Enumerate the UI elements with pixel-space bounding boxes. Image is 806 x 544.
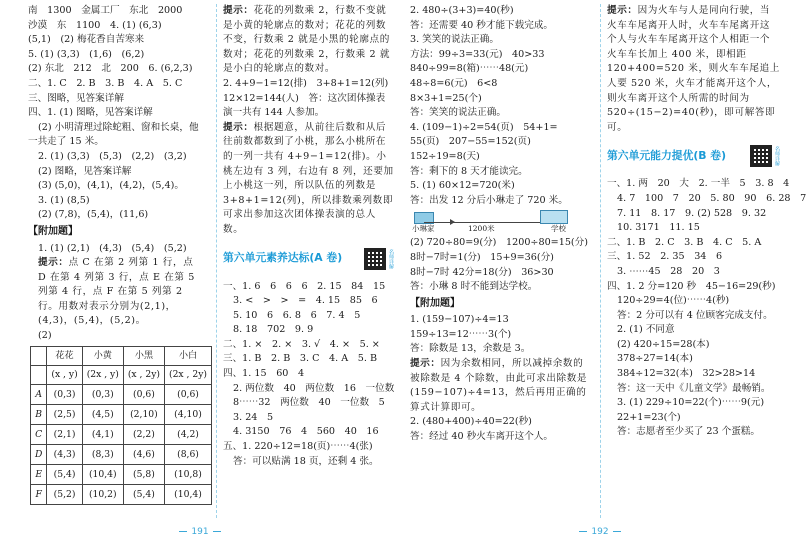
- table-row: [31, 484, 212, 504]
- answer-line: 三、1. 52 2. 35 34 6: [607, 251, 723, 263]
- table-cell: (2,1): [47, 424, 82, 444]
- hint-text: 点 C 在第 2 列第 1 行，点 D 在第 4 列第 3 行，点 E 在第 5 列第 4 行，点 F 在第 5 列第 2 行。用数对表示分别为(2,1)，(4,3)，(5,4)，(5,2)。: [38, 257, 195, 327]
- table-cell: (0,3): [47, 384, 82, 404]
- table-subheader: (2x , y): [82, 365, 123, 384]
- answer-line: 答：这一天中《儿童文学》最畅销。: [617, 382, 771, 394]
- table-cell: (0,6): [123, 384, 164, 404]
- answer-line: 四、1. (1) 图略，见答案详解: [28, 107, 153, 119]
- table-row-label: A: [31, 384, 47, 404]
- answer-line: 5. (1) 60×12=720(米): [410, 180, 515, 192]
- answer-line: 55(页) 207−55=152(页): [410, 136, 531, 148]
- table-cell: (4,2): [165, 424, 212, 444]
- answer-line: 2. 4+9−1=12(排) 3+8+1=12(列): [223, 77, 389, 89]
- answer-line: 五、1. 220÷12=18(页)⋯⋯4(张): [223, 441, 373, 453]
- table-row: [31, 384, 212, 404]
- table-cell: (5,4): [123, 484, 164, 504]
- answer-line: 答：小琳 8 时不能到达学校。: [410, 281, 538, 293]
- hint-label: 提示：: [38, 257, 69, 269]
- hint-label: 提示：: [223, 121, 254, 133]
- answer-line: 2. (1) 不同意: [617, 324, 675, 336]
- table-cell: (10,2): [82, 484, 123, 504]
- answer-line: 3. 笑笑的说法正确。: [410, 34, 499, 46]
- table-header-row: [31, 346, 212, 365]
- answer-line: (2): [38, 330, 52, 342]
- table-row-label: E: [31, 464, 47, 484]
- hint-text: 根据题意，从前往后数和从后往前数都数到了小桃，那么小桃所在的一列一共有 4+9−1=12(排)。小桃左边有 3 列，右边有 8 列，还要加上小桃这一列，所以队伍的列数是 3+8+1=12(列)，所以排数乘列数即可求出参加这次团体操表演的总人数。: [223, 121, 394, 235]
- route-diagram: [410, 210, 588, 232]
- hint-paragraph: [607, 4, 780, 135]
- answer-line: 答：出发 12 分后小琳走了 720 米。: [410, 194, 568, 206]
- answer-line: 3. ⋯⋯45 28 20 3: [617, 265, 720, 277]
- answer-line: (2) 720÷80=9(分) 1200÷80=15(分): [410, 237, 588, 249]
- answer-line: 7. 11 8. 17 9. (2) 528 9. 32: [617, 207, 767, 219]
- answer-line: 12×12=144(人) 答：这次团体操表: [223, 92, 386, 104]
- answer-line: 一、1. 6 6 6 6 2. 15 84 15: [223, 280, 386, 292]
- table-row-label: C: [31, 424, 47, 444]
- page-number: 192: [400, 525, 800, 540]
- answer-line: 南 1300 金属工厂 东北 2000: [28, 5, 183, 16]
- answer-line: 二、1. × 2. × 3. √ 4. × 5. ×: [223, 338, 380, 350]
- answer-line: (3) (5,0)，(4,1)，(4,2)，(5,4)。: [38, 180, 184, 192]
- right-page: [400, 0, 806, 544]
- school-icon: [540, 210, 568, 224]
- answer-line: 5. 10 6 6. 8 6 7. 4 5: [233, 309, 361, 321]
- extra-section-title: 【附加题】: [28, 225, 78, 237]
- answer-line: 8×3+1=25(个): [410, 92, 482, 104]
- answer-line: 3. (1) (8,5): [38, 194, 90, 206]
- table-subheader: (x , 2y): [123, 365, 164, 384]
- unit-title-block: [223, 244, 394, 274]
- left-column-2: [216, 4, 400, 518]
- hint-text: 因为余数相同，所以减掉余数的被除数是 4 个除数，由此可求出除数是 (159−107)÷4=13，然后再用正确的算式计算即可。: [410, 358, 588, 413]
- hint-paragraph: [223, 4, 394, 77]
- answer-line: 2. 两位数 40 两位数 16 一位数: [233, 382, 395, 394]
- answer-line: (2) 图略，见答案详解: [38, 165, 132, 177]
- answer-line: 答：2 分可以有 4 位顾客完成支付。: [617, 309, 773, 321]
- table-header: 小黄: [82, 346, 123, 365]
- table-cell: (2,10): [123, 404, 164, 424]
- diagram-label-home: 小琳家: [412, 224, 435, 234]
- table-row: [31, 424, 212, 444]
- table-cell: (10,4): [82, 464, 123, 484]
- answer-line: 1. (1) (2,1) (4,3) (5,4) (5,2): [38, 242, 187, 254]
- answer-line: 方法：99÷3=33(元) 40>33: [410, 48, 545, 60]
- table-cell: (4,10): [165, 404, 212, 424]
- answer-line: 二、1. C 2. B 3. B 4. A 5. C: [28, 77, 183, 89]
- answer-line: 2. (480+400)÷40=22(秒): [410, 416, 532, 428]
- table-cell: (4,6): [123, 444, 164, 464]
- table-cell: (10,8): [165, 464, 212, 484]
- answer-line: 四、1. 15 60 4: [223, 368, 305, 380]
- right-column-2: [600, 4, 806, 518]
- answer-line: 3. (1) 229÷10=22(个)⋯⋯9(元): [617, 397, 765, 409]
- table-cell: (5,4): [47, 464, 82, 484]
- answer-line: 120÷29=4(位)⋯⋯4(秒): [617, 295, 730, 307]
- table-cell: (2,5): [47, 404, 82, 424]
- hint-paragraph: [410, 357, 588, 415]
- answer-line: 答：志愿者至少买了 23 个蛋糕。: [617, 426, 761, 438]
- table-cell: (0,3): [82, 384, 123, 404]
- right-column-1: [404, 4, 594, 518]
- unit-title: 第六单元能力提优(B 卷): [607, 149, 727, 163]
- table-row: [31, 464, 212, 484]
- answer-line: 10. 3171 11. 15: [617, 222, 700, 234]
- answer-line: 答：经过 40 秒火车离开这个人。: [410, 431, 554, 443]
- diagram-label-distance: 1200米: [468, 224, 495, 234]
- answer-line: 演一共有 144 人参加。: [223, 107, 325, 119]
- answer-line: (5,1) (2) 梅花香自苦寒来: [28, 34, 145, 46]
- page-number: 191: [0, 525, 400, 540]
- hint-paragraph: [28, 256, 204, 329]
- table-row: [31, 444, 212, 464]
- table-header: 花花: [47, 346, 82, 365]
- qr-code-block[interactable]: [364, 248, 394, 270]
- answer-line: 384÷12=32(本) 32>28>14: [617, 368, 756, 380]
- table-cell: (5,8): [123, 464, 164, 484]
- answer-line: 48÷8=6(元) 6<8: [410, 77, 498, 89]
- qr-code-icon[interactable]: [364, 248, 386, 270]
- table-row-label: F: [31, 484, 47, 504]
- table-cell: (8,6): [165, 444, 212, 464]
- answer-line: 8时−7时=1(分) 15+9=36(分): [410, 251, 554, 263]
- answer-line: 三、图略，见答案详解: [28, 92, 124, 104]
- qr-label: 名师详解: [388, 248, 394, 269]
- answer-line: 答：还需要 40 秒才能下载完成。: [410, 19, 554, 31]
- hint-paragraph: [223, 121, 394, 238]
- answer-line: (2) 东北 212 北 200 6. (6,2,3): [28, 63, 193, 75]
- answer-line: 840÷99=8(箱)⋯⋯48(元): [410, 63, 529, 75]
- answer-line: 3. 24 5: [233, 411, 274, 423]
- extra-section-title: 【附加题】: [410, 297, 460, 309]
- answer-line: 1. (159−107)÷4=13: [410, 314, 509, 326]
- table-cell: (4,3): [47, 444, 82, 464]
- answer-line: 8⋯⋯32 两位数 40 一位数 5: [233, 397, 385, 409]
- answer-line: 答：可以贴满 18 页，还剩 4 张。: [233, 455, 379, 467]
- answer-line: 2. 480÷(3+3)=40(秒): [410, 5, 514, 16]
- answer-line: 一共走了 15 米。: [28, 136, 104, 148]
- hint-text: 因为火车与人是同向行驶，当火车车尾离开人时，火车车尾离开这个人与火车车尾离开这个人相距一个火车车长加上 400 米，即相距 120+400=520 米，则火车车尾追上人要 520 米，火车才能离开这个人，则火车离开这个人所需的时间为 520÷(15−2)=40(秒)，即可解答即可。: [607, 5, 781, 133]
- diagram-label-school: 学校: [551, 224, 566, 234]
- coordinate-table: [30, 346, 212, 505]
- answer-line: 四、1. 2 分=120 秒 45−16=29(秒): [607, 280, 776, 292]
- answer-line: 一、1. 两 20 大 2. 一半 5 3. 8 4: [607, 178, 790, 190]
- hint-label: 提示：: [607, 5, 638, 16]
- table-cell: (4,1): [82, 424, 123, 444]
- table-header: [31, 346, 47, 365]
- qr-label: 名师详解: [774, 146, 780, 167]
- answer-line: 答：除数是 13，余数是 3。: [410, 343, 531, 355]
- answer-line: 3. < > > = 4. 15 85 6: [233, 295, 378, 307]
- answer-line: (2) 小明清理过除蛇粗、窗和长桌，他: [38, 121, 199, 133]
- table-cell: (4,5): [82, 404, 123, 424]
- table-header: 小黑: [123, 346, 164, 365]
- table-row-label: D: [31, 444, 47, 464]
- answer-line: 8. 18 702 9. 9: [233, 324, 314, 336]
- answer-line: 159÷13=12⋯⋯3(个): [410, 328, 512, 340]
- answer-line: 5. (1) (3,3) (1,6) (6,2): [28, 48, 145, 60]
- table-cell: (8,3): [82, 444, 123, 464]
- table-subheader: (2x , 2y): [165, 365, 212, 384]
- answer-line: 4. 7 100 7 20 5. 80 90 6. 28 7: [617, 192, 806, 204]
- answer-line: 答：笑笑的说法正确。: [410, 107, 506, 119]
- table-subheader: (x , y): [47, 365, 82, 384]
- answer-line: 4. (109−1)÷2=54(页) 54+1=: [410, 121, 558, 133]
- hint-label: 提示：: [410, 358, 441, 370]
- table-header: 小白: [165, 346, 212, 365]
- left-page: [0, 0, 400, 544]
- unit-title: 第六单元素养达标(A 卷): [223, 251, 343, 265]
- hint-label: 提示：: [223, 5, 254, 16]
- unit-title-block: [607, 141, 780, 171]
- answer-line: (2) (7,8)，(5,4)，(11,6): [38, 209, 149, 221]
- table-cell: (0,6): [165, 384, 212, 404]
- hint-text: 花花的列数乘 2，行数不变就是小黄的轮廓点的数对；花花的列数不变，行数乘 2 就是小黑的轮廓点的数对；花花的列数乘 2，行数乘 2 就是小白的轮廓点的数对。: [223, 5, 391, 75]
- answer-line: 二、1. B 2. C 3. B 4. C 5. A: [607, 236, 762, 248]
- table-cell: (10,4): [165, 484, 212, 504]
- answer-line: (2) 420÷15=28(本): [617, 338, 710, 350]
- answer-line: 378÷27=14(本): [617, 353, 693, 365]
- answer-line: 4. 3150 76 4 560 40 16: [233, 426, 379, 438]
- table-row: [31, 404, 212, 424]
- table-row-label: B: [31, 404, 47, 424]
- answer-line: 三、1. B 2. B 3. C 4. A 5. B: [223, 353, 377, 365]
- answer-line: 2. (1) (3,3) (5,3) (2,2) (3,2): [38, 150, 187, 162]
- answer-line: 答：剩下的 8 天才能读完。: [410, 165, 528, 177]
- answer-line: 22+1=23(个): [617, 411, 681, 423]
- left-column-1: [22, 4, 210, 518]
- arrow-icon: [450, 219, 455, 225]
- answer-line: 沙漠 东 1100 4. (1) (6,3): [28, 19, 162, 31]
- answer-line: 8时−7时 42分=18(分) 36>30: [410, 266, 554, 278]
- table-subheader: [31, 365, 47, 384]
- answer-line: 152÷19=8(天): [410, 150, 480, 162]
- table-subheader-row: [31, 365, 212, 384]
- table-cell: (2,2): [123, 424, 164, 444]
- qr-code-icon[interactable]: [750, 145, 772, 167]
- table-cell: (5,2): [47, 484, 82, 504]
- qr-code-block[interactable]: [750, 145, 780, 167]
